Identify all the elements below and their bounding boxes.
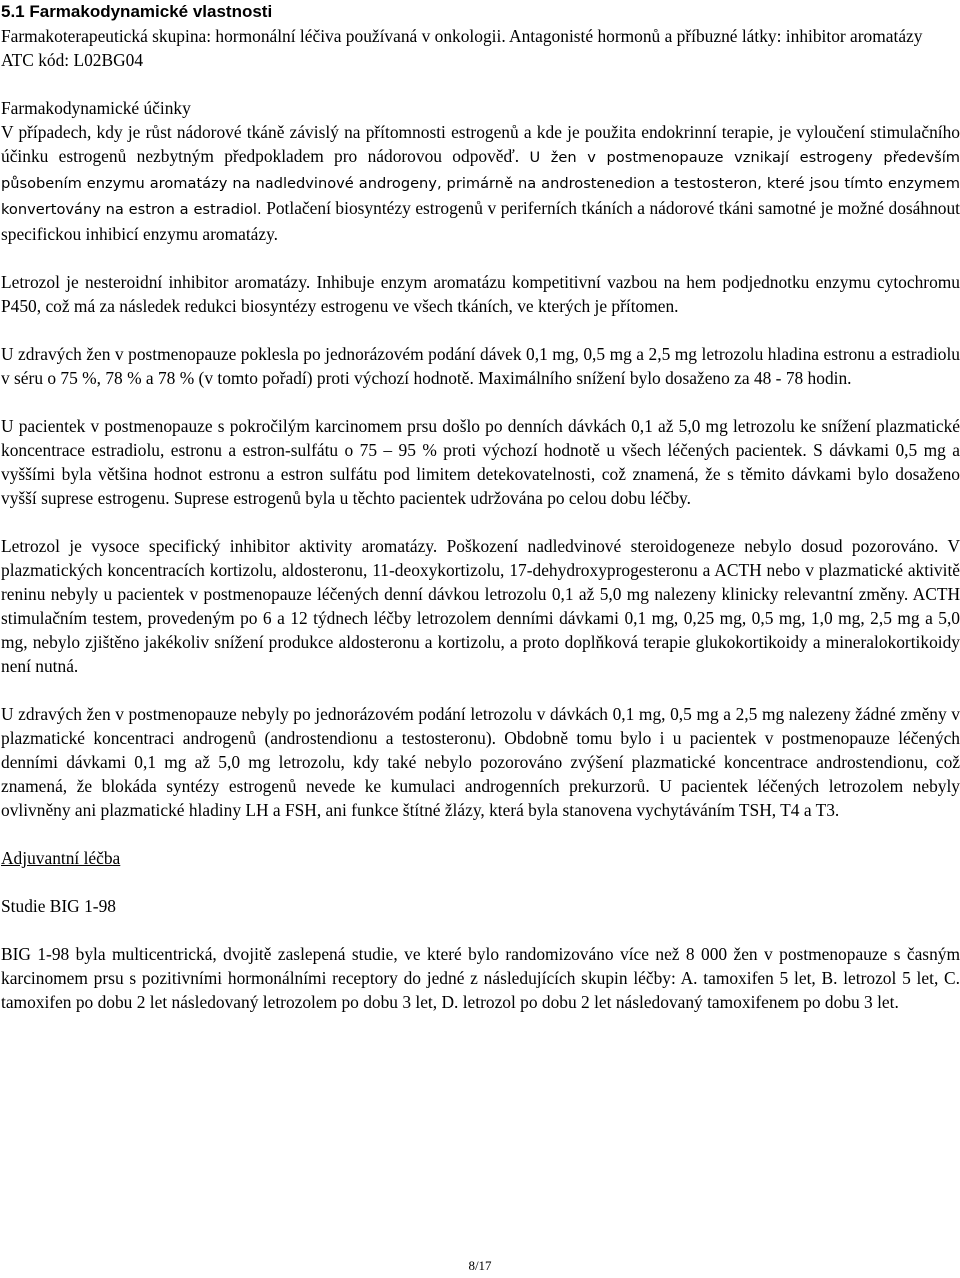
- spacer: [1, 870, 960, 894]
- spacer: [1, 246, 960, 270]
- paragraph-letrozole-mechanism: Letrozol je nesteroidní inhibitor aromatázy. Inhibuje enzym aromatázu kompetitivní vazbou na hem podjednotku enzymu cytochromu P450, což má za následek redukci biosyntézy estrogenu ve všech tkáních, ve kterých je přítomen.: [1, 272, 960, 316]
- paragraph-part: V případech, kdy je růst nádorové tkáně závislý na přítomnosti estrogenů a kde je použita endokrinní terapie, je vyloučení stimulačního účinku estrogenů nezbytným předpokladem pro nádorovou odpověď.: [1, 122, 960, 166]
- spacer: [1, 390, 960, 414]
- paragraph-part: U žen v postmenopauze vznikají estrogeny především působením enzymu aromatázy na nadledvinové androgeny, primárně na androstenedion a testosteron, které jsou tímto enzymem konvertovány na estron a estradiol.: [1, 149, 960, 218]
- paragraph-big-1-98: BIG 1-98 byla multicentrická, dvojitě zaslepená studie, ve které bylo randomizováno více než 8 000 žen v postmenopauze s časným karcinomem prsu s pozitivními hormonálními receptory do jedné z následujících skupin léčby: A. tamoxifen 5 let, B. letrozol 5 let, C. tamoxifen po dobu 2 let následovaný letrozolem po dobu 3 let, D. letrozol po dobu 2 let následovaný tamoxifenem po dobu 3 let.: [1, 944, 960, 1012]
- spacer: [1, 72, 960, 96]
- pharmacotherapeutic-group: Farmakoterapeutická skupina: hormonální léčiva používaná v onkologii. Antagonisté hormonů a příbuzné látky: inhibitor aromatázy: [1, 26, 923, 46]
- paragraph-advanced-cancer-suppression: U pacientek v postmenopauze s pokročilým karcinomem prsu došlo po denních dávkách 0,1 až 5,0 mg letrozolu ke snížení plazmatické koncentrace estradiolu, estronu a estron-sulfátu o 75 – 95 % proti výchozí hodnotě u všech léčených pacientek. S dávkami 0,5 mg a vyššími byla většina hodnot estronu a estron sulfátu pod limitem detekovatelnosti, což znamená, že s těmito dávkami bylo dosaženo vyšší suprese estrogenu. Suprese estrogenů byla u těchto pacientek udržována po celou dobu léčby.: [1, 416, 960, 508]
- spacer: [1, 822, 960, 846]
- paragraph-androgens: U zdravých žen v postmenopauze nebyly po jednorázovém podání letrozolu v dávkách 0,1 mg, 0,5 mg a 2,5 mg nalezeny žádné změny v plazmatické koncentraci androgenů (androstendionu a testosteronu). Obdobně tomu bylo i u pacientek v postmenopauze léčených denními dávkami 0,1 mg až 5,0 mg letrozolu, kdy také nebylo pozorováno zvýšení plazmatické koncentrace androstendionu, což znamená, že blokáda syntézy estrogenů nevede ke kumulaci androgenních prekurzorů. U pacientek léčených letrozolem nebyly ovlivněny ani plazmatické hladiny LH a FSH, ani funkce štítné žlázy, která byla stanovena vychytáváním TSH, T4 a T3.: [1, 704, 960, 820]
- adjuvant-therapy-heading: Adjuvantní léčba: [1, 848, 121, 868]
- spacer: [1, 318, 960, 342]
- paragraph-specificity: Letrozol je vysoce specifický inhibitor aktivity aromatázy. Poškození nadledvinové steroidogeneze nebylo dosud pozorováno. V plazmatických koncentracích kortizolu, aldosteronu, 11-deoxykortizolu, 17-dehydroxyprogesteronu a ACTH nebo v plazmatické aktivitě reninu nebyly u pacientek v postmenopauze léčených denní dávkou letrozolu 0,1 až 5,0 mg nalezeny klinicky relevantní změny. ACTH stimulačním testem, provedeným po 6 a 12 týdnech léčby letrozolem denními dávkami 0,1 mg, 0,25 mg, 0,5 mg, 1,0 mg, 2,5 mg a 5,0 mg, nebylo zjištěno jakékoliv snížení produkce aldosteronu a kortizolu, a proto doplňková terapie glukokortikoidy a mineralokortikoidy není nutná.: [1, 536, 960, 676]
- spacer: [1, 678, 960, 702]
- study-heading: Studie BIG 1-98: [1, 896, 116, 916]
- paragraph-part: Potlačení biosyntézy estrogenů v periferních tkáních a nádorové tkáni samotné je možné dosáhnout specifickou inhibicí enzymu aromatázy.: [1, 198, 960, 244]
- atc-code: ATC kód: L02BG04: [1, 50, 144, 70]
- paragraph-healthy-women-estrogen: U zdravých žen v postmenopauze poklesla po jednorázovém podání dávek 0,1 mg, 0,5 mg a 2,5 mg letrozolu hladina estronu a estradiolu v séru o 75 %, 78 % a 78 % (v tomto pořadí) proti výchozí hodnotě. Maximálního snížení bylo dosaženo za 48 - 78 hodin.: [1, 344, 960, 388]
- pharmacodynamic-effects-heading: Farmakodynamické účinky: [1, 98, 191, 118]
- spacer: [1, 510, 960, 534]
- page-number: 8/17: [468, 1258, 492, 1273]
- section-title: 5.1 Farmakodynamické vlastnosti: [1, 2, 273, 21]
- spacer: [1, 918, 960, 942]
- paragraph-estrogen-dependence: [1, 120, 960, 246]
